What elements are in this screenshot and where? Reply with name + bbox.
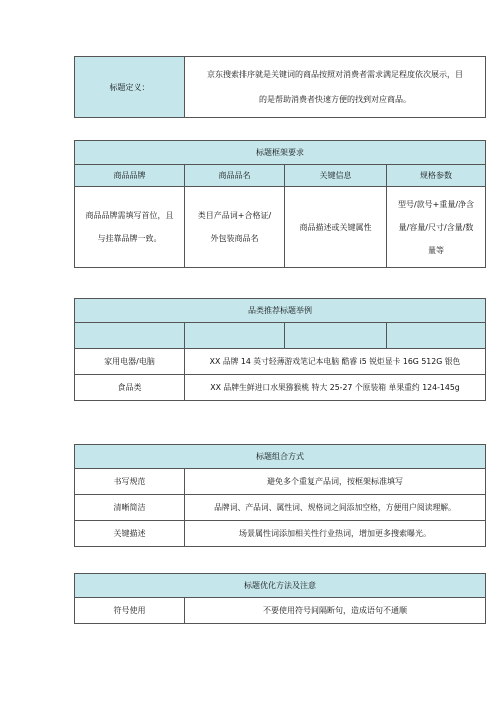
framework-brand-line-2: 与挂靠品牌一致。 xyxy=(97,234,162,243)
framework-title: 标题框架要求 xyxy=(75,141,486,165)
examples-blank-header-4 xyxy=(387,323,486,349)
framework-brand-cell xyxy=(75,187,185,268)
composition-label-3: 关键描述 xyxy=(75,521,185,547)
framework-key-cell: 商品描述或关键属性 xyxy=(285,187,387,268)
framework-header-key: 关键信息 xyxy=(285,165,387,187)
definition-text xyxy=(185,57,486,118)
composition-label-1: 书写规范 xyxy=(75,469,185,495)
composition-text-3: 场景属性词添加相关性行业热词，增加更多搜索曝光。 xyxy=(185,521,486,547)
examples-blank-header-3 xyxy=(285,323,387,349)
examples-title: 品类推荐标题举例 xyxy=(75,299,486,323)
optimization-label-1: 符号使用 xyxy=(75,598,185,624)
framework-name-line-2: 外包装商品名 xyxy=(210,234,259,243)
examples-blank-header-2 xyxy=(185,323,285,349)
framework-spec-line-2: 量/容量/尺寸/含量/数 xyxy=(398,222,474,232)
framework-spec-line-3: 量等 xyxy=(428,245,444,255)
framework-spec-cell xyxy=(387,187,486,268)
definition-table xyxy=(74,56,486,118)
definition-label: 标题定义： xyxy=(75,57,185,118)
composition-title: 标题组合方式 xyxy=(75,445,486,469)
framework-header-brand: 商品品牌 xyxy=(75,165,185,187)
framework-header-spec: 规格参数 xyxy=(387,165,486,187)
composition-table xyxy=(74,444,486,547)
definition-line-2: 的是帮助消费者快速方便的找到对应商品。 xyxy=(259,95,411,104)
framework-brand-line-1: 商品品牌需填写首位，且 xyxy=(85,211,174,220)
definition-line-1: 京东搜索排序就是关键词的商品按照对消费者需求满足程度依次展示，目 xyxy=(207,70,463,79)
examples-category-2: 食品类 xyxy=(75,375,185,401)
framework-header-name: 商品品名 xyxy=(185,165,285,187)
framework-name-cell xyxy=(185,187,285,268)
examples-blank-header-1 xyxy=(75,323,185,349)
framework-table xyxy=(74,140,486,268)
examples-text-1: XX 品牌 14 英寸轻薄游戏笔记本电脑 酷睿 i5 锐炬显卡 16G 512G 银色 xyxy=(185,349,486,375)
framework-spec-line-1: 型号/款号+重量/净含 xyxy=(397,199,475,209)
composition-text-1: 避免多个重复产品词，按框架标准填写 xyxy=(185,469,486,495)
composition-text-2: 品牌词、产品词、属性词、规格词之间添加空格，方便用户阅读理解。 xyxy=(185,495,486,521)
examples-table xyxy=(74,298,486,401)
composition-label-2: 清晰简洁 xyxy=(75,495,185,521)
framework-name-line-1: 类目产品词+合格证/ xyxy=(197,211,272,220)
optimization-text-1: 不要使用符号间隔断句，造成语句不通顺 xyxy=(185,598,486,624)
optimization-title: 标题优化方法及注意 xyxy=(75,574,486,598)
optimization-table xyxy=(74,573,486,624)
examples-category-1: 家用电器/电脑 xyxy=(75,349,185,375)
examples-text-2: XX 品牌生鲜进口水果猕猴桃 特大 25-27 个原装箱 单果重约 124-145g xyxy=(185,375,486,401)
